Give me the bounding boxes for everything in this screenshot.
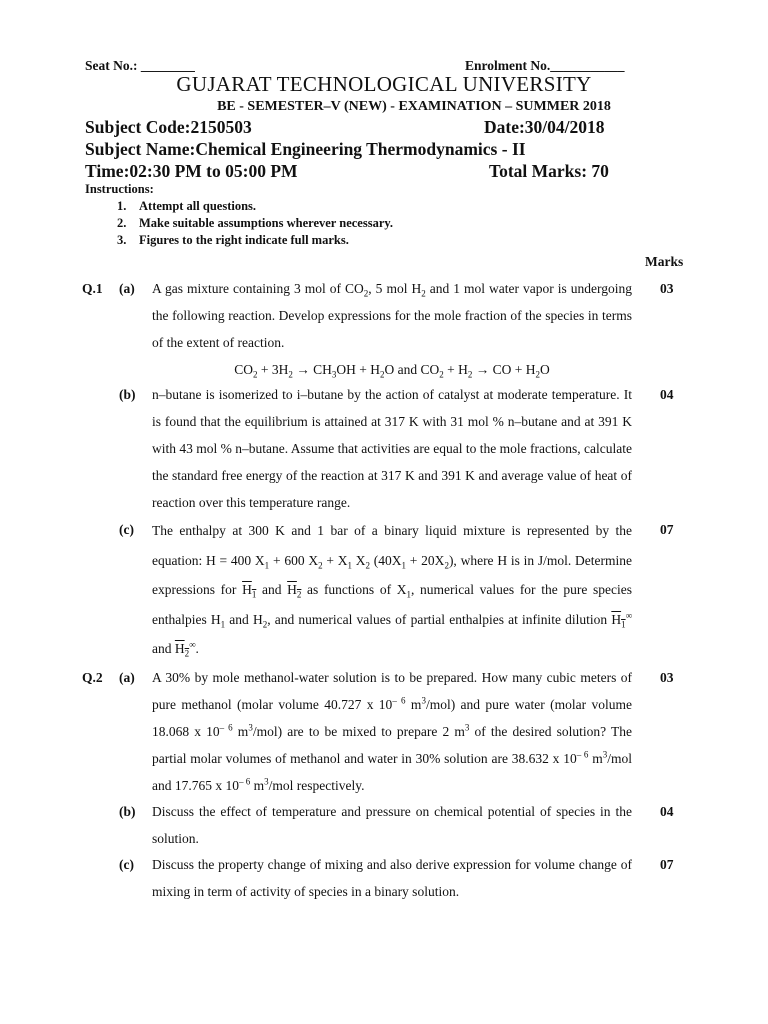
instructions-list [117, 198, 393, 249]
q2a-marks: 03 [660, 670, 674, 685]
marks-column-header: Marks [645, 254, 684, 269]
partial-enthalpy-h1: $H_1$ [242, 582, 257, 600]
q2a-part-label: (a) [119, 670, 135, 685]
q2c-part-label: (c) [119, 857, 134, 872]
university-title: GUJARAT TECHNOLOGICAL UNIVERSITY [176, 72, 592, 96]
exam-time: Time:02:30 PM to 05:00 PM [85, 161, 298, 181]
instruction-number: 3. [117, 233, 127, 247]
q1b-marks: 04 [660, 387, 674, 402]
partial-enthalpy-h2: $H_2$ [287, 582, 302, 600]
q1a-text: A gas mixture containing 3 mol of $CO_2$, 5 mol $H_2$ and 1 mol water vapor is undergoing the following reaction. Develop expressions for the mole fraction of the species in terms of the extent of reaction. $CO_2 + 3H_2 \to CH_3OH + H_2O$ and $CO_2 + H_2$ → CO + $H_2O$ [152, 275, 632, 383]
q1c-part-label: (c) [119, 522, 134, 537]
q1b-text: n–butane is isomerized to i–butane by the action of catalyst at moderate temperature. It is found that the equilibrium is attained at 317 K with 31 mol % n–butane and at 391 K with 43 mol % n–butane. Assume that activities are equal to the mole fractions, calculate the standard free energy of the reaction at 317 K and 391 K and average value of heat of reaction over this temperature range. [152, 387, 632, 510]
q2a-text: A 30% by mole methanol-water solution is to be prepared. How many cubic meters of pure methanol (molar volume 40.727 x $10^{- 6}$ $m^3/mol$) and pure water (molar volume 18.068 x $10^{- 6}$ $m^3/mol$) are to be mixed to prepare 2 $m^3$ of the desired solution? The partial molar volumes of methanol and water in 30% solution are 38.632 x $10^{- 6}$ $m^3$/mol and 17.765 x $10^{- 6}$ $m^3$/mol respectively. [152, 670, 632, 793]
question-number-q2: Q.2 [82, 670, 103, 685]
instruction-item [117, 232, 393, 249]
seat-number-label: Seat No.: ________ [85, 58, 195, 73]
instruction-number: 2. [117, 216, 127, 230]
exam-date: Date:30/04/2018 [484, 117, 605, 137]
total-marks: Total Marks: 70 [489, 161, 609, 181]
q1c-text: The enthalpy at 300 K and 1 bar of a binary liquid mixture is represented by the equation: H = 400 $X_1 + 600$ $X_2 + X_1$ $X_2$ $(40X_1 + 20X_2)$, where H is in J/mol. Determine expressions for $H_1$ and $H_2$ as functions of $X_1$, numerical values for the pure species enthalpies $H_1$ and $H_2$, and numerical values of partial enthalpies at infinite dilution $H_1^\infty$ and $H_2^\infty$. [152, 523, 632, 659]
partial-enthalpy-h1-infinite: $H_1$ [611, 611, 626, 630]
q1a-part-label: (a) [119, 281, 135, 296]
q2b-marks: 04 [660, 804, 674, 819]
q2b-text: Discuss the effect of temperature and pressure on chemical potential of species in the solution. [152, 804, 632, 846]
instruction-text: Attempt all questions. [139, 199, 257, 213]
q2c-marks: 07 [660, 857, 674, 872]
exam-line: BE - SEMESTER–V (NEW) - EXAMINATION – SUMMER 2018 [217, 99, 611, 114]
q1c-marks: 07 [660, 522, 674, 537]
q1a-marks: 03 [660, 281, 674, 296]
partial-enthalpy-h2-infinite: $H_2$ [174, 641, 190, 659]
instruction-item [117, 198, 393, 215]
q2b-part-label: (b) [119, 804, 136, 819]
enrolment-number-label: Enrolment No.___________ [465, 58, 625, 73]
instruction-item [117, 215, 393, 232]
instructions-title: Instructions: [85, 182, 154, 196]
q2c-text: Discuss the property change of mixing and also derive expression for volume change of mixing in term of activity of species in a binary solution. [152, 857, 632, 899]
q1b-part-label: (b) [119, 387, 136, 402]
subject-code: Subject Code:2150503 [85, 117, 252, 137]
instruction-text: Figures to the right indicate full marks. [139, 233, 349, 247]
instruction-number: 1. [117, 199, 127, 213]
instruction-text: Make suitable assumptions wherever necessary. [139, 216, 394, 230]
subject-name: Subject Name:Chemical Engineering Thermodynamics - II [85, 139, 526, 159]
question-number-q1: Q.1 [82, 281, 103, 296]
q1a-reaction-equation: $CO_2 + 3H_2 \to CH_3OH + H_2O$ and $CO_2 + H_2$ → CO + $H_2O$ [234, 362, 550, 380]
